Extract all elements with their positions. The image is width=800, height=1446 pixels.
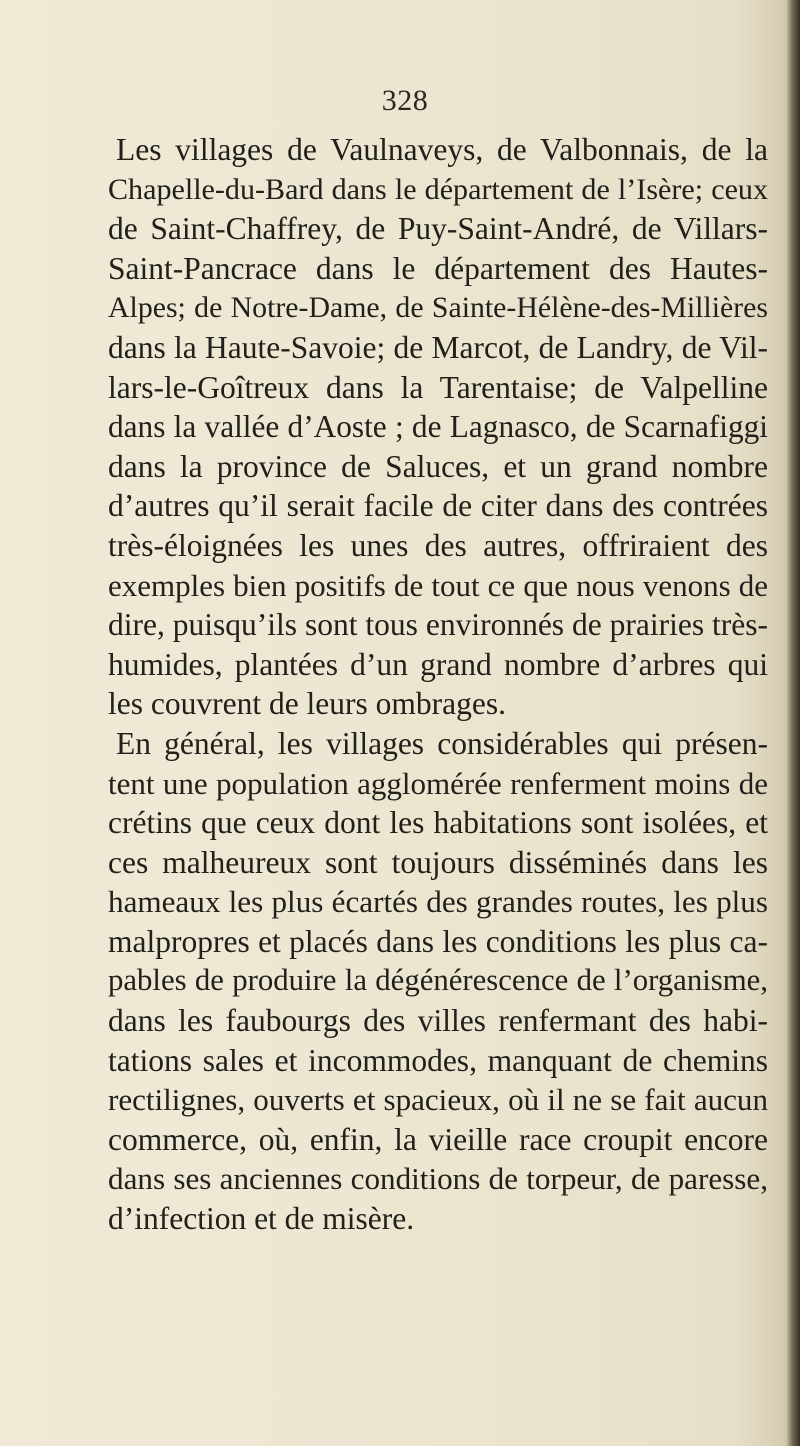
page-number: 328 [381,84,429,117]
text-line: tent une population agglomérée renferment moins de [108,765,768,801]
text-line: dans la province de Saluces, et un grand nombre [108,448,768,484]
text-line: très-éloignées les unes des autres, offriraient des [108,527,768,563]
text-line: pables de produire la dégénérescence de l’organisme, [108,963,768,998]
text-line: commerce, où, enfin, la vieille race croupit encore [108,1121,768,1157]
text-line: exemples bien positifs de tout ce que nous venons de [108,567,768,603]
text-line: d’autres qu’il serait facile de citer dans des contrées [108,488,768,524]
text-line: Les villages de Vaulnaveys, de Valbonnais, de la [116,132,768,167]
body-text [108,130,768,1239]
text-line: ces malheureux sont toujours disséminés dans les [108,844,768,880]
text-line: dans la Haute-Savoie; de Marcot, de Landry, de Vil- [108,329,768,365]
text-line: dans ses anciennes conditions de torpeur, de paresse, [108,1161,768,1197]
text-line: rectilignes, ouverts et spacieux, où il ne se fait aucun [108,1082,768,1118]
text-line: malpropres et placés dans les conditions les plus ca- [108,923,768,959]
text-line: lars-le-Goîtreux dans la Tarentaise; de Valpelline [108,369,768,405]
text-line: dans les faubourgs des villes renfermant des habi- [108,1003,768,1039]
page-binding-shadow [786,0,800,1446]
text-line: les couvrent de leurs ombrages. [108,686,506,722]
text-line: En général, les villages considérables qui présen- [116,725,768,761]
text-line: Alpes; de Notre-Dame, de Sainte-Hélène-des-Millières [108,291,768,325]
text-line: crétins que ceux dont les habitations sont isolées, et [108,805,768,841]
text-line: Saint-Pancrace dans le département des Hautes- [108,250,768,286]
text-line: de Saint-Chaffrey, de Puy-Saint-André, de Villars- [108,211,768,247]
text-line: Chapelle-du-Bard dans le département de l’Isère; ceux [108,171,768,206]
text-line: tations sales et incommodes, manquant de chemins [108,1042,768,1078]
text-line: dans la vallée d’Aoste ; de Lagnasco, de Scarnafiggi [108,409,768,445]
text-line: humides, plantées d’un grand nombre d’arbres qui [108,646,768,682]
text-line: d’infection et de misère. [108,1201,415,1237]
text-line: dire, puisqu’ils sont tous environnés de prairies très- [108,607,768,643]
text-line: hameaux les plus écartés des grandes routes, les plus [108,884,768,920]
